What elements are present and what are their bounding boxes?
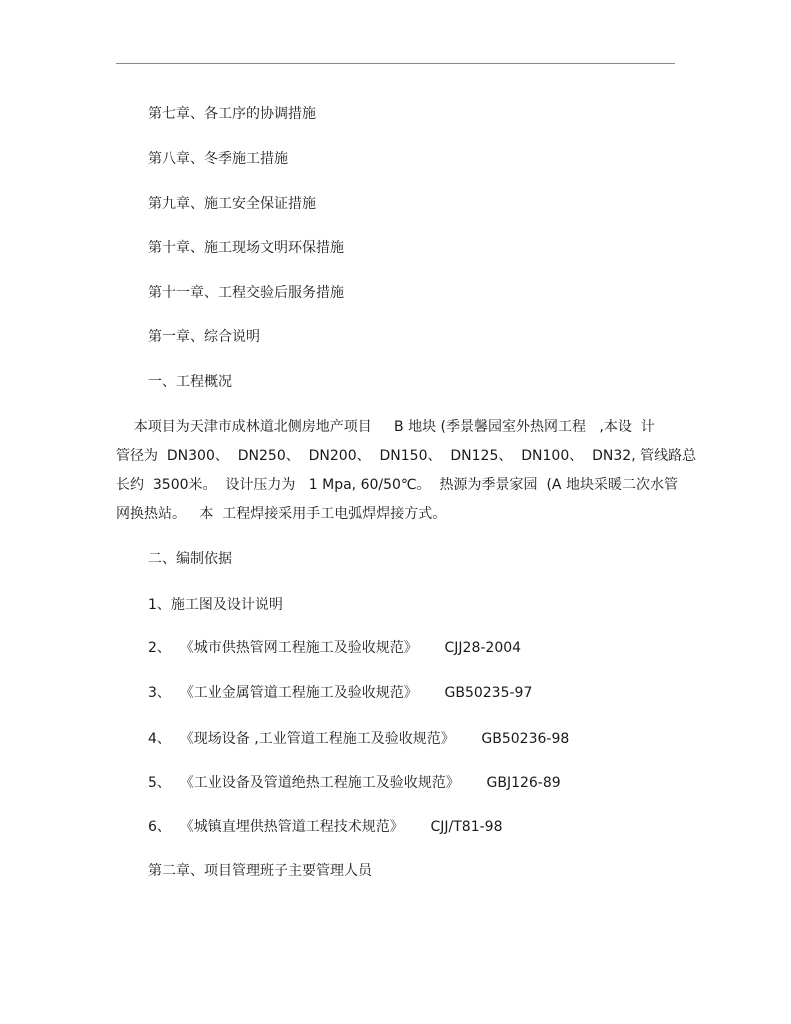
header-rule: [116, 63, 675, 64]
basis-item-1: 1、施工图及设计说明: [148, 597, 283, 613]
chapter-2-title: 第二章、项目管理班子主要管理人员: [148, 863, 372, 879]
toc-line-chapter-7: 第七章、各工序的协调措施: [148, 106, 316, 122]
toc-line-chapter-9: 第九章、施工安全保证措施: [148, 196, 316, 212]
overview-line: 网换热站。 本 工程焊接采用手工电弧焊焊接方式。: [116, 506, 447, 522]
chapter-1-title: 第一章、综合说明: [148, 329, 260, 345]
section-2-title: 二、编制依据: [148, 551, 232, 567]
overview-line: 长约 3500米。 设计压力为 1 Mpa, 60/50℃。 热源为季景家园 (A 地块采暖二次水管: [116, 477, 678, 493]
toc-line-chapter-10: 第十章、施工现场文明环保措施: [148, 240, 344, 256]
basis-item-5: 5、 《工业设备及管道绝热工程施工及验收规范》 GBJ126-89: [148, 775, 561, 791]
basis-item-4: 4、 《现场设备 ,工业管道工程施工及验收规范》 GB50236-98: [148, 731, 570, 747]
overview-line: 本项目为天津市成林道北侧房地产项目 B 地块 (季景馨园室外热网工程 ,本设 计: [116, 419, 655, 435]
basis-item-3: 3、 《工业金属管道工程施工及验收规范》 GB50235-97: [148, 685, 533, 701]
section-1-title: 一、工程概况: [148, 374, 232, 390]
toc-line-chapter-11: 第十一章、工程交验后服务措施: [148, 285, 344, 301]
overview-line: 管径为 DN300、 DN250、 DN200、 DN150、 DN125、 DN100、 DN32, 管线路总: [116, 448, 697, 464]
basis-item-2: 2、 《城市供热管网工程施工及验收规范》 CJJ28-2004: [148, 640, 522, 656]
toc-line-chapter-8: 第八章、冬季施工措施: [148, 151, 288, 167]
basis-item-6: 6、 《城镇直埋供热管道工程技术规范》 CJJ/T81-98: [148, 819, 503, 835]
